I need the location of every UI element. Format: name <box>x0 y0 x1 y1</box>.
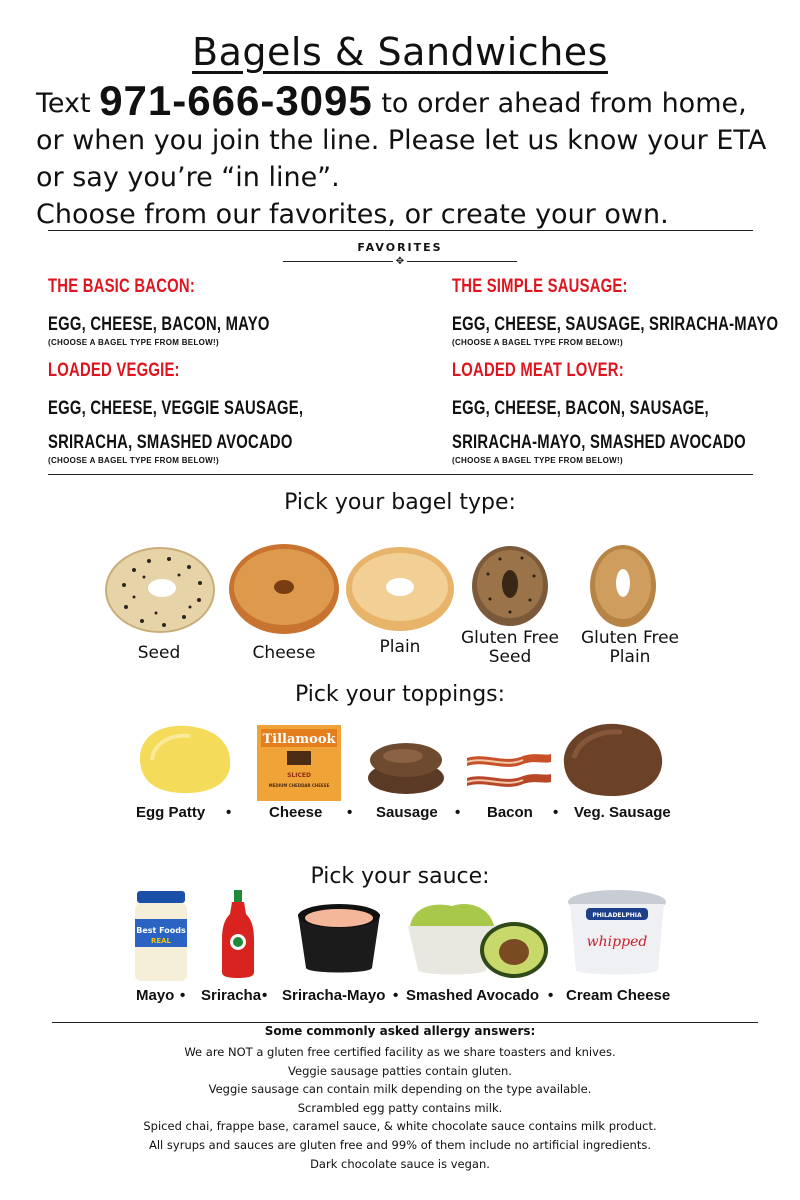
favorite-note: (CHOOSE A BAGEL TYPE FROM BELOW!) <box>452 338 623 347</box>
separator: • <box>393 987 399 1004</box>
mayo-jar-image <box>133 889 189 983</box>
gluten-free-seed-bagel-image <box>470 544 550 628</box>
sriracha-bottle-image <box>220 890 256 978</box>
topping-label: Bacon <box>487 804 533 821</box>
intro-text <box>36 77 776 233</box>
bacon-image <box>465 750 553 794</box>
separator: • <box>548 987 554 1004</box>
bagel-label: Gluten Free Seed <box>460 628 560 667</box>
divider <box>52 1022 758 1023</box>
sauce-label: Smashed Avocado <box>406 987 540 1004</box>
veg-sausage-image <box>560 720 666 798</box>
topping-label: Egg Patty <box>136 804 206 821</box>
smashed-avocado-image <box>404 896 550 980</box>
bagel-label: Seed <box>137 643 181 663</box>
separator: • <box>180 987 186 1004</box>
bagel-label: Cheese <box>252 643 316 663</box>
separator: • <box>226 804 232 821</box>
tillamook-sliced: SLICED <box>287 772 311 779</box>
favorite-name: LOADED MEAT LOVER: <box>452 360 624 381</box>
allergy-line: Dark chocolate sauce is vegan. <box>310 1156 490 1171</box>
plain-bagel-image <box>345 545 455 633</box>
bagel-heading: Pick your bagel type: <box>284 490 516 515</box>
tillamook-wordmark: Tillamook <box>262 732 336 747</box>
allergy-heading: Some commonly asked allergy answers: <box>264 1024 536 1038</box>
bagel-label: Gluten Free Plain <box>580 628 680 667</box>
philadelphia-label: PHILADELPHIA <box>592 912 642 919</box>
separator: • <box>347 804 353 821</box>
bagel-label: Plain <box>379 637 421 657</box>
sausage-image <box>365 738 447 800</box>
sauce-label: Sriracha <box>201 987 262 1004</box>
topping-label: Veg. Sausage <box>574 804 671 821</box>
sauce-label: Mayo <box>136 987 175 1004</box>
favorite-name: LOADED VEGGIE: <box>48 360 180 381</box>
allergy-line: We are NOT a gluten free certified facility as we share toasters and knives. <box>184 1045 616 1059</box>
favorite-note: (CHOOSE A BAGEL TYPE FROM BELOW!) <box>48 338 219 347</box>
intro-choose: Choose from our favorites, or create your own. <box>36 199 669 230</box>
allergy-notes <box>0 1043 800 1173</box>
separator: • <box>553 804 559 821</box>
page-title: Bagels & Sandwiches <box>192 30 608 74</box>
favorites-heading: FAVORITES <box>357 241 443 254</box>
favorite-note: (CHOOSE A BAGEL TYPE FROM BELOW!) <box>452 456 623 465</box>
bestfoods-label: Best Foods <box>136 926 186 935</box>
allergy-line: Spiced chai, frappe base, caramel sauce, & white chocolate sauce contains milk product. <box>143 1119 657 1134</box>
sauce-heading: Pick your sauce: <box>310 864 490 889</box>
toppings-heading: Pick your toppings: <box>294 682 506 707</box>
favorite-loaded-meat-lover <box>452 360 800 465</box>
real-label: REAL <box>150 937 172 945</box>
intro-pre: Text <box>36 88 100 119</box>
favorite-desc: EGG, CHEESE, BACON, SAUSAGE, SRIRACHA-MAYO, SMASHED AVOCADO <box>452 398 746 453</box>
tillamook-cheddar: MEDIUM CHEDDAR CHEESE <box>268 783 330 788</box>
favorite-note: (CHOOSE A BAGEL TYPE FROM BELOW!) <box>48 456 219 465</box>
cheese-bagel-image <box>228 542 340 636</box>
intro-post: to order ahead from home, or when you join the line. Please let us know your ETA or say you’re “in line”. <box>36 88 767 193</box>
divider <box>48 230 753 231</box>
sriracha-mayo-cup-image <box>296 900 382 976</box>
gluten-free-plain-bagel-image <box>588 543 658 629</box>
favorite-desc: EGG, CHEESE, SAUSAGE, SRIRACHA-MAYO <box>452 314 779 335</box>
sauce-label: Cream Cheese <box>566 987 671 1004</box>
separator: • <box>262 987 268 1004</box>
allergy-line: Veggie sausage can contain milk depending on the type available. <box>208 1082 592 1097</box>
sauce-label: Sriracha-Mayo <box>282 987 386 1004</box>
seed-bagel-image <box>104 545 216 635</box>
favorite-loaded-veggie <box>48 360 468 465</box>
favorite-name: THE BASIC BACON: <box>48 276 196 297</box>
tillamook-cheese-image <box>257 725 341 801</box>
favorites-ornament: ✥ <box>0 256 800 267</box>
allergy-line: Veggie sausage patties contain gluten. <box>288 1063 512 1078</box>
favorite-desc: EGG, CHEESE, VEGGIE SAUSAGE, SRIRACHA, SMASHED AVOCADO <box>48 398 304 453</box>
whipped-label: whipped <box>586 934 648 950</box>
topping-label: Cheese <box>269 804 323 821</box>
divider <box>48 474 753 475</box>
egg-patty-image <box>132 720 236 796</box>
allergy-line: All syrups and sauces are gluten free and 99% of them include no artificial ingredients. <box>149 1137 651 1152</box>
topping-label: Sausage <box>376 804 438 821</box>
separator: • <box>455 804 461 821</box>
allergy-line: Scrambled egg patty contains milk. <box>297 1100 503 1115</box>
cream-cheese-tub-image <box>566 888 668 976</box>
favorite-name: THE SIMPLE SAUSAGE: <box>452 276 628 297</box>
phone-number[interactable]: 971-666-3095 <box>99 77 373 124</box>
favorite-basic-bacon <box>48 276 478 347</box>
favorite-simple-sausage <box>452 276 800 347</box>
favorite-desc: EGG, CHEESE, BACON, MAYO <box>48 314 270 335</box>
